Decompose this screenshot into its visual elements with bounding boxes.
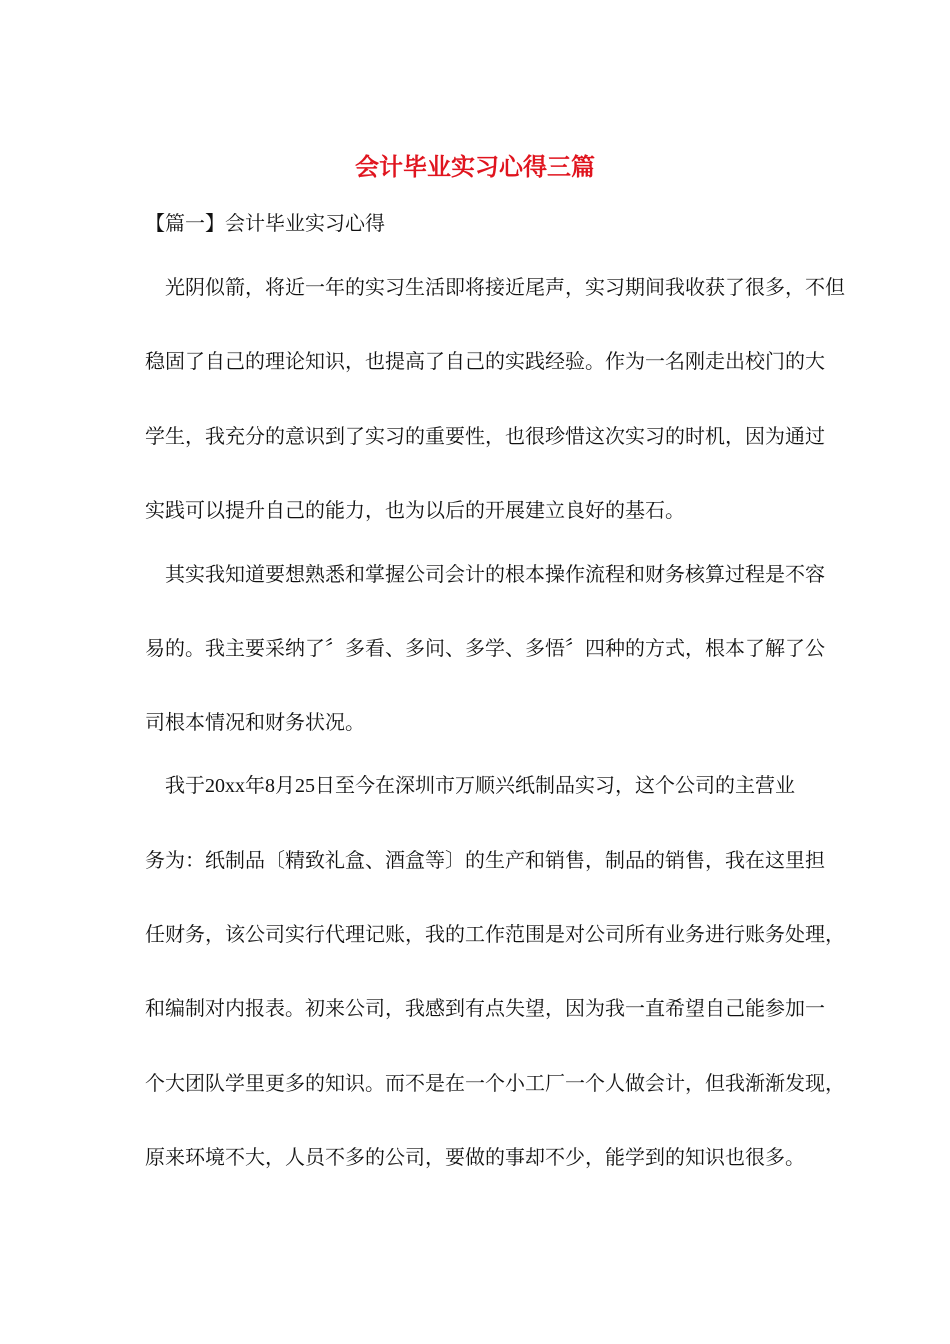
month-unit: 月 bbox=[275, 773, 295, 797]
paragraph-line: 易的。我主要采纳了〞多看、多问、多学、多悟〞四种的方式，根本了解了公 bbox=[145, 636, 825, 660]
document-title: 会计毕业实习心得三篇 bbox=[355, 153, 595, 181]
section-heading: 【篇一】会计毕业实习心得 bbox=[145, 211, 385, 235]
paragraph-line: 司根本情况和财务状况。 bbox=[145, 710, 365, 734]
year-unit: 年 bbox=[245, 773, 265, 797]
paragraph-line: 光阴似箭，将近一年的实习生活即将接近尾声，实习期间我收获了很多，不但 bbox=[145, 275, 845, 299]
paragraph-line: 学生，我充分的意识到了实习的重要性，也很珍惜这次实习的时机，因为通过 bbox=[145, 424, 825, 448]
paragraph-line: 务为：纸制品〔精致礼盒、酒盒等〕的生产和销售，制品的销售，我在这里担 bbox=[145, 848, 825, 872]
paragraph-line: 其实我知道要想熟悉和掌握公司会计的根本操作流程和财务核算过程是不容 bbox=[145, 562, 825, 586]
month-value: 8 bbox=[265, 775, 275, 797]
paragraph-line: 原来环境不大，人员不多的公司，要做的事却不少，能学到的知识也很多。 bbox=[145, 1145, 805, 1169]
year-value: 20xx bbox=[205, 775, 245, 797]
line-prefix: 我于 bbox=[145, 773, 205, 797]
day-value: 25 bbox=[295, 775, 315, 797]
paragraph-line: 任财务，该公司实行代理记账，我的工作范围是对公司所有业务进行账务处理， bbox=[145, 922, 845, 946]
paragraph-line: 稳固了自己的理论知识，也提高了自己的实践经验。作为一名刚走出校门的大 bbox=[145, 349, 825, 373]
paragraph-line: 个大团队学里更多的知识。而不是在一个小工厂一个人做会计，但我渐渐发现， bbox=[145, 1071, 845, 1095]
line-rest: 日至今在深圳市万顺兴纸制品实习，这个公司的主营业 bbox=[315, 773, 795, 797]
paragraph-line bbox=[145, 770, 815, 801]
paragraph-line: 和编制对内报表。初来公司，我感到有点失望，因为我一直希望自己能参加一 bbox=[145, 996, 825, 1020]
paragraph-line: 实践可以提升自己的能力，也为以后的开展建立良好的基石。 bbox=[145, 498, 685, 522]
